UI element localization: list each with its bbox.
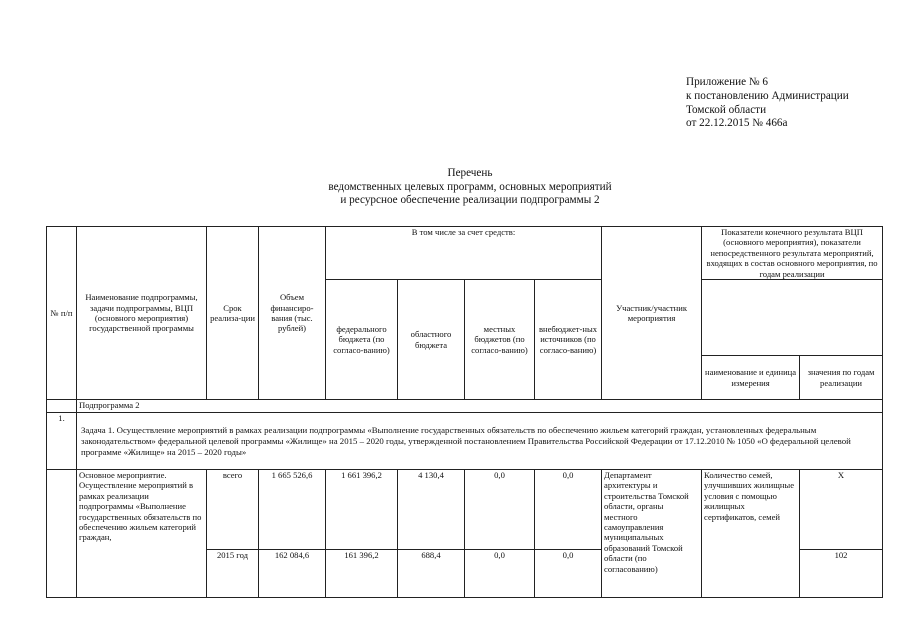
header-extra: внебюджет-ных источников (по согласо-ванию) [535, 280, 602, 400]
activity-name: Основное мероприятие. Осуществление мероприятий в рамках реализации подпрограммы «Выполнение государственных обязательств по обеспечению жильем категорий граждан, [77, 470, 207, 598]
header-federal: федерального бюджета (по согласо-ванию) [326, 280, 398, 400]
header-indicator-values: значения по годам реализации [800, 356, 883, 400]
row-2015-volume: 162 084,6 [259, 550, 326, 598]
row-total-value: Х [800, 470, 883, 550]
task-num: 1. [47, 413, 77, 470]
title-line: и ресурсное обеспечение реализации подпрограммы 2 [340, 194, 600, 207]
row-2015-extra: 0,0 [535, 550, 602, 598]
appendix-line: Томской области [686, 103, 767, 116]
header-num: № п/п [47, 227, 77, 400]
row-2015-value: 102 [800, 550, 883, 598]
header-participant: Участник/участник мероприятия [602, 227, 702, 400]
row-total-regional: 4 130,4 [398, 470, 465, 550]
activity-participant: Департамент архитектуры и строительства Томской области, органы местного самоуправления муниципальных образований Томской области (по согласованию) [602, 470, 702, 598]
row-total-volume: 1 665 526,6 [259, 470, 326, 550]
activity-indicator: Количество семей, улучшивших жилищные условия с помощью жилищных сертификатов, семей [702, 470, 800, 598]
header-including: В том числе за счет средств: [326, 227, 602, 280]
subprogram-label: Подпрограмма 2 [77, 400, 883, 413]
header-indicators-cont [702, 280, 883, 356]
header-indicator-name: наименование и единица измерения [702, 356, 800, 400]
title-line: ведомственных целевых программ, основных мероприятий [328, 180, 612, 193]
appendix-line: Приложение № 6 [686, 76, 768, 88]
appendix-line: к постановлению Администрации [686, 89, 849, 102]
subprogram-num-cell [47, 400, 77, 413]
header-indicators: Показатели конечного результата ВЦП (основного мероприятия), показатели непосредственного результата мероприятий, входящих в состав основного мероприятия, по годам реализации [702, 227, 883, 280]
program-table [46, 226, 883, 598]
header-local: местных бюджетов (по согласо-ванию) [465, 280, 535, 400]
row-2015-federal: 161 396,2 [326, 550, 398, 598]
header-term: Срок реализа-ции [207, 227, 259, 400]
header-name: Наименование подпрограммы, задачи подпрограммы, ВЦП (основного мероприятия) государственной программы [77, 227, 207, 400]
row-total-federal: 1 661 396,2 [326, 470, 398, 550]
document-title [250, 167, 690, 208]
row-2015-local: 0,0 [465, 550, 535, 598]
title-line: Перечень [447, 167, 493, 179]
appendix-line: от 22.12.2015 № 466а [686, 117, 788, 130]
header-volume: Объем финансиро-вания (тыс. рублей) [259, 227, 326, 400]
row-total-extra: 0,0 [535, 470, 602, 550]
row-2015-term: 2015 год [207, 550, 259, 598]
row-total-term: всего [207, 470, 259, 550]
row-total-local: 0,0 [465, 470, 535, 550]
appendix-block [686, 76, 849, 131]
task-text: Задача 1. Осуществление мероприятий в рамках реализации подпрограммы «Выполнение государственных обязательств по обеспечению жильем категорий граждан, установленных федеральным законодательством» федеральной целевой программы «Жилище» на 2015 – 2020 годы, утвержденной постановлением Правительства Российской Федерации от 17.12.2010 № 1050 «О федеральной целевой программе «Жилище» на 2015 – 2020 годы» [77, 413, 883, 470]
activity-num-cell [47, 470, 77, 598]
header-regional: областного бюджета [398, 280, 465, 400]
row-2015-regional: 688,4 [398, 550, 465, 598]
